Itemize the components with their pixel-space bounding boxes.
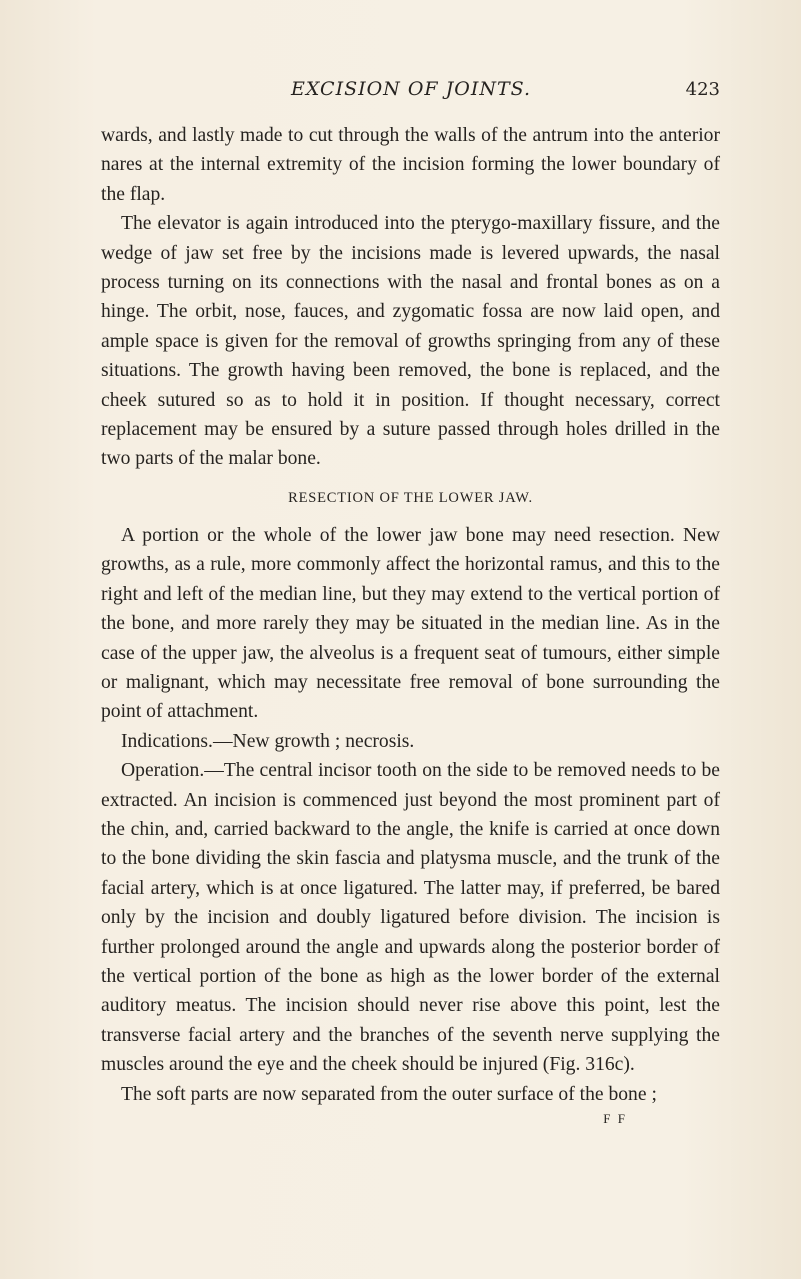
- section-heading: RESECTION OF THE LOWER JAW.: [288, 489, 533, 506]
- signature-mark: F F: [603, 1111, 627, 1126]
- page-number: 423: [685, 79, 720, 100]
- paragraph: The elevator is again introduced into the pterygo-maxillary fissure, and the wedge of jaw set free by the incisions made is levered upwards, the nasal process turning on its connections with the nasal and frontal bones as on a hinge. The orbit, nose, fauces, and zygomatic fossa are now laid open, and ample space is given for the removal of growths springing from any of these situations. The growth having been removed, the bone is replaced, and the cheek sutured so as to hold it in position. If thought necessary, correct replacement may be ensured by a suture passed through holes drilled in the two parts of the malar bone.: [101, 213, 720, 470]
- paragraph: wards, and lastly made to cut through the walls of the antrum into the anterior nares at the internal extremity of the incision forming the lower boundary of the flap.: [101, 125, 720, 205]
- paragraph: Operation.—The central incisor tooth on the side to be removed needs to be extracted. An incision is commenced just beyond the most prominent part of the chin, and, carried backward to the angle, the knife is carried at once down to the bone dividing the skin fascia and platysma muscle, and the trunk of the facial artery, which is at once ligatured. The latter may, if preferred, be bared only by the incision and doubly ligatured before division. The incision is further prolonged around the angle and upwards along the posterior border of the vertical portion of the bone as high as the lower border of the external auditory meatus. The incision should never rise above this point, lest the transverse facial artery and the branches of the seventh nerve supplying the muscles around the eye and the cheek should be injured (Fig. 316c).: [101, 760, 720, 1076]
- paragraph: The soft parts are now separated from the outer surface of the bone ;: [121, 1083, 657, 1105]
- body-text: [101, 121, 720, 1128]
- running-title: EXCISION OF JOINTS.: [290, 78, 532, 100]
- paragraph: A portion or the whole of the lower jaw bone may need resection. New growths, as a rule, more commonly affect the horizontal ramus, and this to the right and left of the median line, but they may extend to the vertical portion of the bone, and more rarely they may be situated in the median line. As in the case of the upper jaw, the alveolus is a frequent seat of tumours, either simple or malignant, which may necessitate free removal of bone surrounding the point of attachment.: [101, 524, 720, 723]
- running-header: [102, 76, 720, 106]
- paragraph: Indications.—New growth ; necrosis.: [121, 730, 415, 752]
